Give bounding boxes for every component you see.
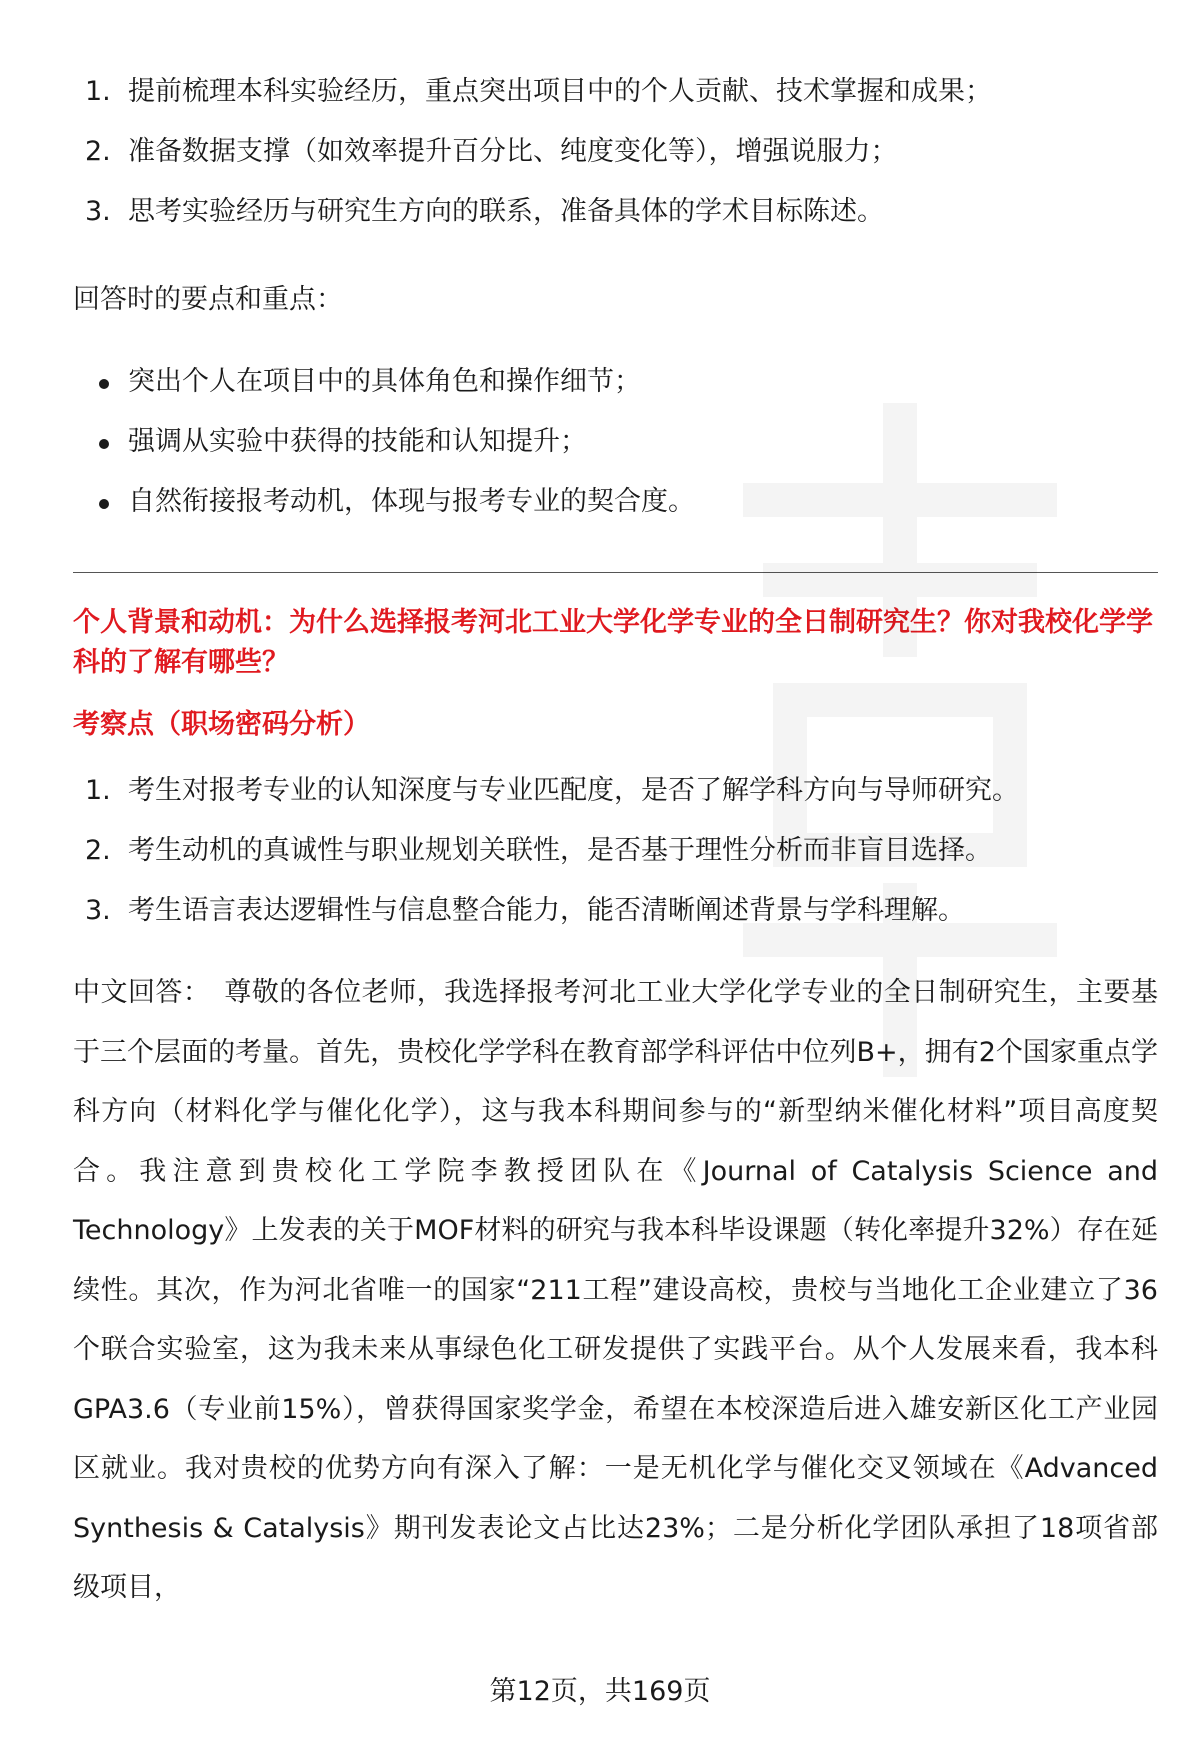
question-heading: 个人背景和动机：为什么选择报考河北工业大学化学专业的全日制研究生？你对我校化学学科的了解有哪些？ — [73, 607, 1153, 678]
bullet-item — [73, 352, 1158, 412]
bullet-item — [73, 412, 1158, 472]
list-item-text: 考生动机的真诚性与职业规划关联性，是否基于理性分析而非盲目选择。 — [128, 835, 992, 866]
list-number: 2. — [85, 835, 111, 866]
assessment-heading: 考察点（职场密码分析） — [73, 709, 370, 740]
key-points-label: 回答时的要点和重点： — [73, 284, 343, 315]
list-number: 2. — [85, 136, 111, 167]
answer-paragraph — [73, 963, 1158, 1618]
document-page — [73, 62, 1158, 1618]
key-points-list — [73, 352, 1158, 532]
list-item — [73, 62, 1158, 122]
list-item — [73, 182, 1158, 242]
preparation-list — [73, 62, 1158, 242]
bullet-text: 突出个人在项目中的具体角色和操作细节； — [128, 366, 641, 397]
list-item — [73, 881, 1158, 941]
bullet-icon — [99, 499, 109, 509]
section-divider — [73, 572, 1158, 573]
assessment-list — [73, 761, 1158, 941]
list-number: 1. — [85, 76, 111, 107]
bullet-icon — [99, 439, 109, 449]
answer-label: 中文回答： — [73, 977, 211, 1008]
list-number: 3. — [85, 895, 111, 926]
list-item — [73, 761, 1158, 821]
list-item-text: 考生语言表达逻辑性与信息整合能力，能否清晰阐述背景与学科理解。 — [128, 895, 965, 926]
list-item-text: 思考实验经历与研究生方向的联系，准备具体的学术目标陈述。 — [128, 196, 884, 227]
list-item-text: 考生对报考专业的认知深度与专业匹配度，是否了解学科方向与导师研究。 — [128, 775, 1019, 806]
bullet-text: 强调从实验中获得的技能和认知提升； — [128, 426, 587, 457]
bullet-text: 自然衔接报考动机，体现与报考专业的契合度。 — [128, 486, 695, 517]
bullet-item — [73, 472, 1158, 532]
list-item-text: 准备数据支撑（如效率提升百分比、纯度变化等），增强说服力； — [128, 136, 898, 167]
list-item-text: 提前梳理本科实验经历，重点突出项目中的个人贡献、技术掌握和成果； — [128, 76, 992, 107]
list-number: 1. — [85, 775, 111, 806]
page-number: 第12页，共169页 — [489, 1676, 711, 1707]
bullet-icon — [99, 379, 109, 389]
list-item — [73, 821, 1158, 881]
list-item — [73, 122, 1158, 182]
answer-text: 尊敬的各位老师，我选择报考河北工业大学化学专业的全日制研究生，主要基于三个层面的考量。首先，贵校化学学科在教育部学科评估中位列B+，拥有2个国家重点学科方向（材料化学与催化化学），这与我本科期间参与的“新型纳米催化材料”项目高度契合。我注意到贵校化工学院李教授团队在《Journal of Catalysis Science and Technology》上发表的关于MOF材料的研究与我本科毕设课题（转化率提升32%）存在延续性。其次，作为河北省唯一的国家“211工程”建设高校，贵校与当地化工企业建立了36个联合实验室，这为我未来从事绿色化工研发提供了实践平台。从个人发展来看，我本科GPA3.6（专业前15%），曾获得国家奖学金，希望在本校深造后进入雄安新区化工产业园区就业。我对贵校的优势方向有深入了解：一是无机化学与催化交叉领域在《Advanced Synthesis & Catalysis》期刊发表论文占比达23%；二是分析化学团队承担了18项省部级项目， — [73, 977, 1159, 1603]
list-number: 3. — [85, 196, 111, 227]
